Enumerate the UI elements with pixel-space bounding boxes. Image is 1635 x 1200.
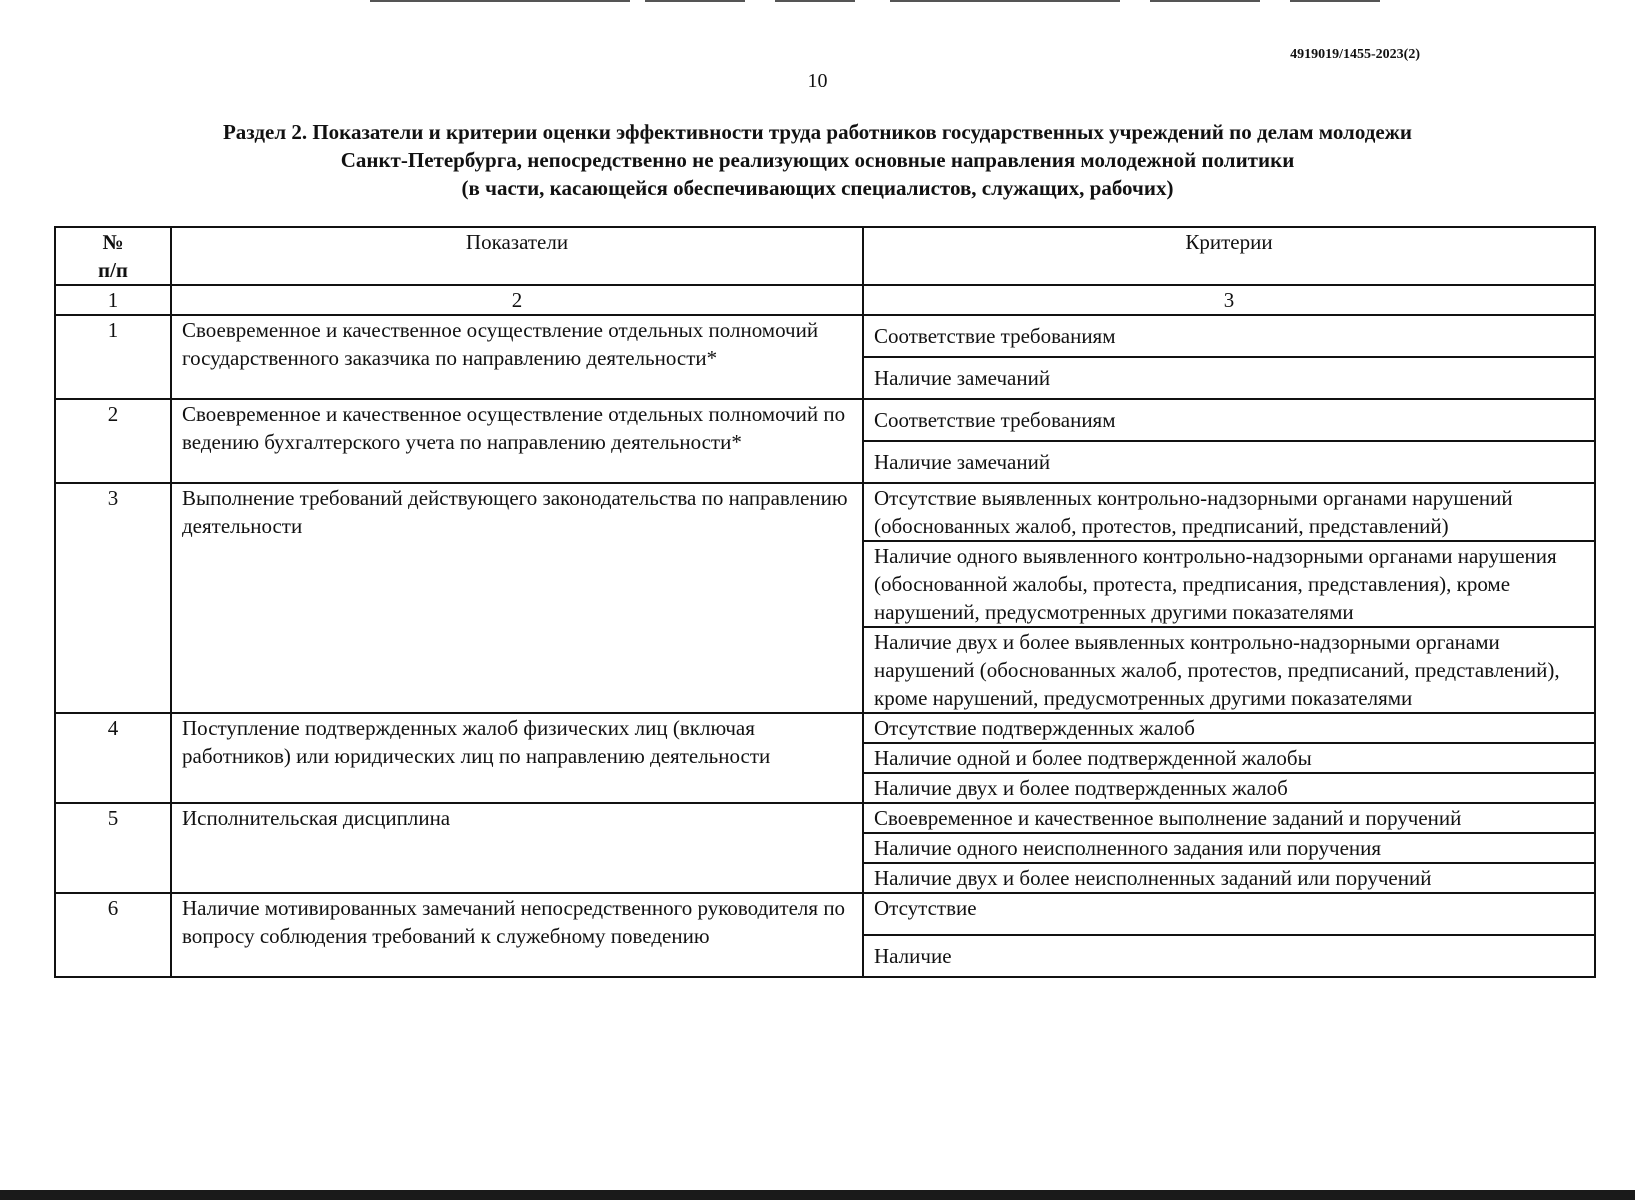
column-number: 2 (171, 285, 863, 315)
row-number: 1 (55, 315, 171, 399)
criterion-cell: Своевременное и качественное выполнение заданий и поручений (863, 803, 1595, 833)
header-num-abbr: п/п (97, 258, 129, 282)
criterion-cell: Наличие замечаний (863, 441, 1595, 483)
column-number-row (55, 285, 1595, 315)
criterion-cell: Наличие двух и более подтвержденных жалоб (863, 773, 1595, 803)
row-number: 6 (55, 893, 171, 977)
table-row (55, 893, 1595, 935)
indicator-cell: Наличие мотивированных замечаний непосредственного руководителя по вопросу соблюдения требований к служебному поведению (171, 893, 863, 977)
row-number: 2 (55, 399, 171, 483)
top-rule (890, 0, 1120, 2)
header-criteria: Критерии (863, 227, 1595, 285)
criterion-cell: Наличие одного неисполненного задания или поручения (863, 833, 1595, 863)
top-rule (1290, 0, 1380, 2)
indicator-cell: Исполнительская дисциплина (171, 803, 863, 893)
indicator-cell: Своевременное и качественное осуществление отдельных полномочий государственного заказчика по направлению деятельности* (171, 315, 863, 399)
row-number: 3 (55, 483, 171, 713)
header-num-cell (55, 227, 171, 285)
top-rule (775, 0, 855, 2)
criterion-cell: Наличие одного выявленного контрольно-надзорными органами нарушения (обоснованной жалобы, протеста, предписания, представления), кроме нарушений, предусмотренных другими показателями (863, 541, 1595, 627)
section-title (0, 118, 1635, 202)
title-line: Раздел 2. Показатели и критерии оценки эффективности труда работников государственных учреждений по делам молодежи (222, 120, 1412, 144)
top-rule (1150, 0, 1260, 2)
header-num-symbol: № (102, 230, 124, 254)
criterion-cell: Отсутствие выявленных контрольно-надзорными органами нарушений (обоснованных жалоб, протестов, предписаний, представлений) (863, 483, 1595, 541)
table-row (55, 399, 1595, 441)
top-rule (370, 0, 630, 2)
criteria-table (54, 226, 1596, 978)
page-number: 10 (807, 70, 828, 92)
scan-edge-band (0, 1190, 1635, 1200)
header-row (55, 227, 1595, 285)
title-line: Санкт-Петербурга, непосредственно не реализующих основные направления молодежной политики (340, 148, 1295, 172)
row-number: 4 (55, 713, 171, 803)
criterion-cell: Наличие одной и более подтвержденной жалобы (863, 743, 1595, 773)
header-indicators: Показатели (171, 227, 863, 285)
criterion-cell: Наличие двух и более неисполненных заданий или поручений (863, 863, 1595, 893)
column-number: 3 (863, 285, 1595, 315)
title-line: (в части, касающейся обеспечивающих специалистов, служащих, рабочих) (461, 176, 1174, 200)
criterion-cell: Соответствие требованиям (863, 399, 1595, 441)
table-row (55, 483, 1595, 541)
criterion-cell: Соответствие требованиям (863, 315, 1595, 357)
top-rule (645, 0, 745, 2)
column-number: 1 (55, 285, 171, 315)
indicator-cell: Поступление подтвержденных жалоб физических лиц (включая работников) или юридических лиц по направлению деятельности (171, 713, 863, 803)
criterion-cell: Отсутствие (863, 893, 1595, 935)
criterion-cell: Наличие двух и более выявленных контрольно-надзорными органами нарушений (обоснованных жалоб, протестов, предписаний, представлений), кроме нарушений, предусмотренных другими показателями (863, 627, 1595, 713)
table-row (55, 713, 1595, 743)
indicator-cell: Своевременное и качественное осуществление отдельных полномочий по ведению бухгалтерского учета по направлению деятельности* (171, 399, 863, 483)
table-row (55, 315, 1595, 357)
criterion-cell: Отсутствие подтвержденных жалоб (863, 713, 1595, 743)
criterion-cell: Наличие замечаний (863, 357, 1595, 399)
document-id: 4919019/1455-2023(2) (1290, 47, 1420, 62)
row-number: 5 (55, 803, 171, 893)
table-row (55, 803, 1595, 833)
indicator-cell: Выполнение требований действующего законодательства по направлению деятельности (171, 483, 863, 713)
criterion-cell: Наличие (863, 935, 1595, 977)
